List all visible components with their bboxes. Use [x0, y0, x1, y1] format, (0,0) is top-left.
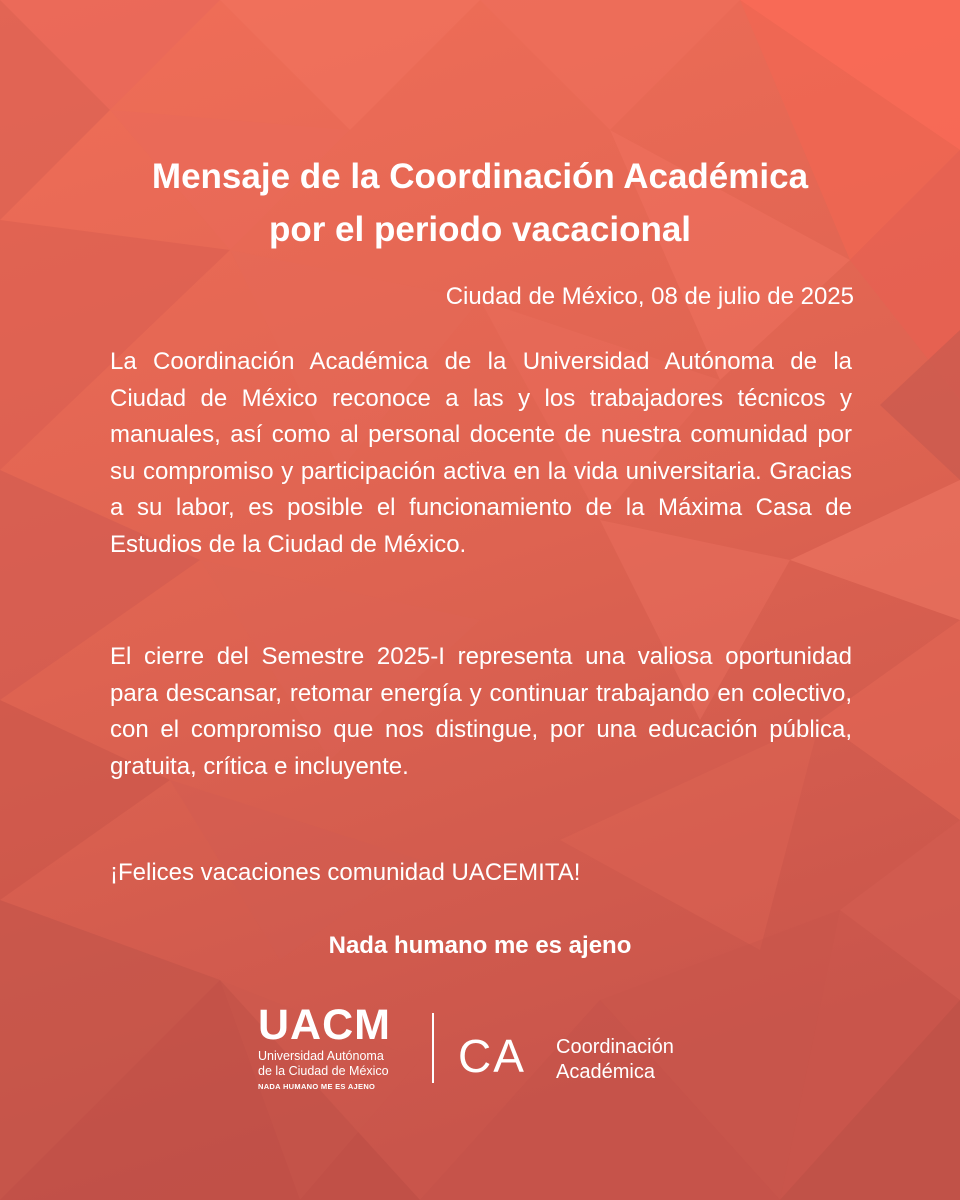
body-paragraph-2: El cierre del Semestre 2025-I representa una valiosa oportunidad para descansar, retomar energía y continuar trabajando en colectivo, con el compromiso que nos distingue, por una educación pública, gratuita, crítica e incluyente.	[110, 643, 852, 780]
closing-line: ¡Felices vacaciones comunidad UACEMITA!	[110, 859, 581, 886]
uacm-name-line-2: de la Ciudad de México	[258, 1063, 389, 1078]
ca-name-line-1: Coordinación	[556, 1036, 674, 1058]
title-line-1: Mensaje de la Coordinación Académica	[151, 157, 809, 196]
ca-logo-mark: CA	[458, 1030, 526, 1082]
page-title	[80, 150, 880, 256]
uacm-name-line-1: Universidad Autónoma	[258, 1049, 384, 1063]
uacm-acronym: UACM	[258, 1001, 391, 1049]
ca-logo-name	[556, 1035, 674, 1085]
motto: Nada humano me es ajeno	[328, 932, 632, 959]
uacm-logo	[258, 1003, 398, 1092]
uacm-tagline: NADA HUMANO ME ES AJENO	[258, 1082, 376, 1091]
date-line: Ciudad de México, 08 de julio de 2025	[445, 283, 854, 310]
ca-name-line-2: Académica	[556, 1061, 655, 1083]
title-line-2: por el periodo vacacional	[268, 210, 692, 249]
logo-divider	[432, 1013, 434, 1083]
body-paragraph-1: La Coordinación Académica de la Universidad Autónoma de la Ciudad de México reconoce a las y los trabajadores técnicos y manuales, así como al personal docente de nuestra comunidad por su compromiso y participación activa en la vida universitaria. Gracias a su labor, es posible el funcionamiento de la Máxima Casa de Estudios de la Ciudad de México.	[110, 348, 852, 558]
